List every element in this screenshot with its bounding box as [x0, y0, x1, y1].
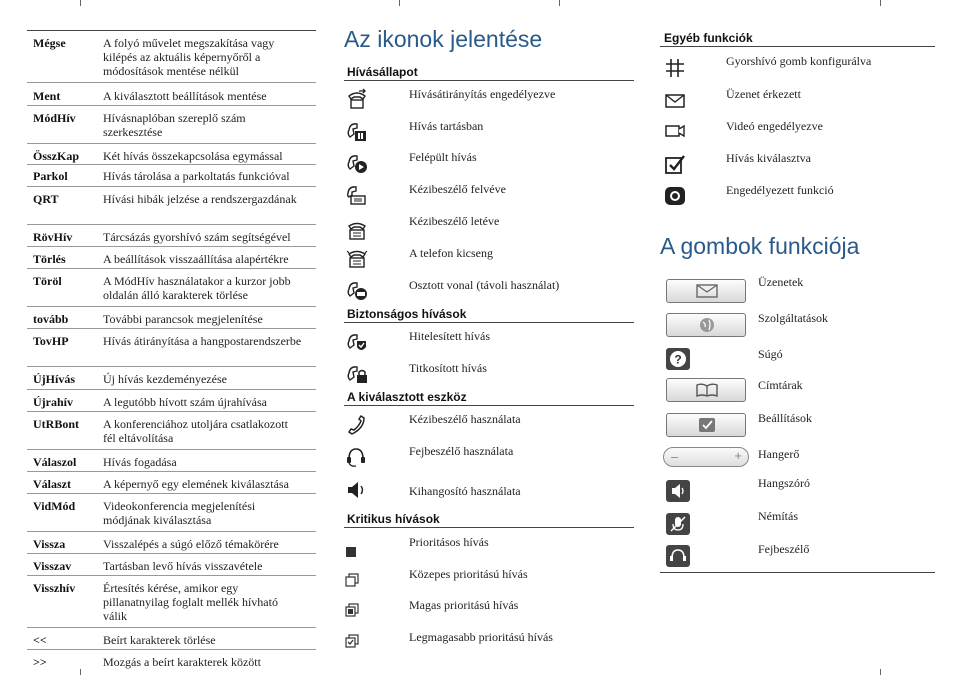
- handset-offhook-icon: [346, 184, 368, 206]
- button-label: Hangerő: [758, 447, 800, 461]
- row-divider: [27, 224, 316, 225]
- softkey-description: Visszalépés a súgó előző témakörére: [103, 537, 279, 551]
- softkey-description: Beírt karakterek törlése: [103, 633, 216, 647]
- softkey-name: Választ: [33, 477, 71, 491]
- mute-icon: [666, 513, 690, 535]
- help-button[interactable]: [666, 348, 690, 370]
- row-divider: [27, 627, 316, 628]
- device-heading: A kiválasztott eszköz: [347, 390, 467, 404]
- softkey-description: Értesítés kérése, amikor egy pillanatnyilag foglalt mellék hívható válik: [103, 581, 278, 623]
- row-divider: [27, 82, 316, 83]
- help-icon: [666, 348, 690, 370]
- feature-enabled-icon: [664, 185, 686, 207]
- softkey-description: A MódHív használatakor a kurzor jobb oldalán álló karakterek törlése: [103, 274, 291, 302]
- softkey-name: Parkol: [33, 169, 68, 183]
- call-state-label: A telefon kicseng: [409, 246, 493, 260]
- softkey-description: További parancsok megjelenítése: [103, 312, 263, 326]
- softkey-description: Hívás fogadása: [103, 455, 177, 469]
- device-label: Fejbeszélő használata: [409, 444, 514, 458]
- section-rule: [344, 527, 634, 528]
- speed-dial-icon: [664, 57, 686, 79]
- row-divider: [27, 328, 316, 329]
- call-forward-icon: [346, 88, 368, 110]
- call-state-label: Osztott vonal (távoli használat): [409, 278, 560, 292]
- row-divider: [27, 531, 316, 532]
- softkey-name: QRT: [33, 192, 59, 206]
- row-divider: [27, 164, 316, 165]
- call-hold-icon: [346, 120, 368, 142]
- mute-button[interactable]: [666, 513, 690, 535]
- softkey-name: Mégse: [33, 36, 66, 50]
- softkey-description: Két hívás összekapcsolása egymással: [103, 149, 283, 163]
- softkey-name: UtRBont: [33, 417, 80, 431]
- other-features-heading: Egyéb funkciók: [664, 31, 753, 45]
- security-heading: Biztonságos hívások: [347, 307, 467, 321]
- softkey-name: Vissza: [33, 537, 66, 551]
- speaker-button[interactable]: [666, 480, 690, 502]
- feature-label: Üzenet érkezett: [726, 87, 801, 101]
- row-divider: [27, 471, 316, 472]
- priority-label: Közepes prioritású hívás: [409, 567, 528, 581]
- section-bottom-rule: [660, 572, 935, 573]
- medium-priority-icon: [345, 573, 359, 587]
- softkey-description: Hívási hibák jelzése a rendszergazdának: [103, 192, 297, 206]
- softkey-description: A legutóbb hívott szám újrahívása: [103, 395, 267, 409]
- security-label: Titkosított hívás: [409, 361, 487, 375]
- handset-icon: [345, 414, 367, 436]
- messages-icon: [694, 282, 720, 300]
- softkey-name: ÚjHívás: [33, 372, 75, 386]
- table-top-rule: [27, 30, 316, 31]
- volume-down-icon: –: [671, 449, 679, 464]
- shared-line-icon: [346, 279, 368, 301]
- softkey-description: Mozgás a beírt karakterek között: [103, 655, 261, 669]
- priority-call-icon: [345, 546, 357, 558]
- softkey-name: ÖsszKap: [33, 149, 80, 163]
- crop-mark: [399, 0, 400, 6]
- settings-icon: [694, 416, 720, 434]
- row-divider: [27, 649, 316, 650]
- speakerphone-icon: [345, 479, 367, 501]
- feature-label: Engedélyezett funkció: [726, 183, 834, 197]
- button-label: Némítás: [758, 509, 798, 523]
- section-rule: [344, 80, 634, 81]
- row-divider: [27, 553, 316, 554]
- button-label: Címtárak: [758, 378, 803, 392]
- softkey-name: Újrahív: [33, 395, 73, 409]
- softkey-name: >>: [33, 655, 47, 669]
- row-divider: [27, 143, 316, 144]
- button-label: Hangszóró: [758, 476, 810, 490]
- button-label: Fejbeszélő: [758, 542, 810, 556]
- services-button[interactable]: [666, 313, 746, 337]
- directories-button[interactable]: [666, 378, 746, 402]
- call-state-heading: Hívásállapot: [347, 65, 418, 79]
- row-divider: [27, 306, 316, 307]
- buttons-section-title: A gombok funkciója: [660, 233, 860, 259]
- softkey-description: Tartásban levő hívás visszavétele: [103, 559, 263, 573]
- softkey-name: TovHP: [33, 334, 69, 348]
- messages-button[interactable]: [666, 279, 746, 303]
- softkey-name: <<: [33, 633, 47, 647]
- speaker-icon: [666, 480, 690, 502]
- authenticated-call-icon: [346, 331, 368, 353]
- volume-button[interactable]: [663, 447, 749, 467]
- priority-heading: Kritikus hívások: [347, 512, 440, 526]
- softkey-description: A folyó művelet megszakítása vagy kilépés az aktuális képernyőről a módosítások mentése nélkül: [103, 36, 275, 78]
- softkey-description: Hívásnaplóban szereplő szám szerkesztése: [103, 111, 246, 139]
- priority-label: Legmagasabb prioritású hívás: [409, 630, 553, 644]
- softkey-name: Törlés: [33, 252, 66, 266]
- softkey-name: Válaszol: [33, 455, 77, 469]
- softkey-description: Hívás átirányítása a hangpostarendszerbe: [103, 334, 302, 348]
- message-icon: [664, 90, 686, 112]
- feature-label: Gyorshívó gomb konfigurálva: [726, 54, 872, 68]
- directories-icon: [694, 381, 720, 399]
- softkey-name: RövHív: [33, 230, 73, 244]
- call-state-label: Kézibeszélő letéve: [409, 214, 500, 228]
- row-divider: [27, 366, 316, 367]
- crop-mark: [80, 669, 81, 675]
- row-divider: [27, 105, 316, 106]
- svg-text:?: ?: [674, 352, 682, 367]
- feature-label: Videó engedélyezve: [726, 119, 823, 133]
- headset-button[interactable]: [666, 545, 690, 567]
- crop-mark: [880, 0, 881, 6]
- call-state-label: Kézibeszélő felvéve: [409, 182, 506, 196]
- row-divider: [27, 449, 316, 450]
- device-label: Kézibeszélő használata: [409, 412, 521, 426]
- crop-mark: [559, 0, 560, 6]
- softkey-description: Videokonferencia megjelenítési módjának kiválasztása: [103, 499, 256, 527]
- row-divider: [27, 246, 316, 247]
- services-icon: [694, 316, 720, 334]
- softkey-name: Visszhív: [33, 581, 76, 595]
- high-priority-icon: [345, 603, 359, 617]
- section-rule: [344, 405, 634, 406]
- crop-mark: [80, 0, 81, 6]
- softkey-description: Hívás tárolása a parkoltatás funkcióval: [103, 169, 290, 183]
- softkey-description: Új hívás kezdeményezése: [103, 372, 227, 386]
- row-divider: [27, 186, 316, 187]
- row-divider: [27, 268, 316, 269]
- encrypted-call-icon: [346, 363, 368, 385]
- softkey-name: Ment: [33, 89, 61, 103]
- softkey-name: VidMód: [33, 499, 76, 513]
- video-icon: [664, 120, 686, 142]
- softkey-name: MódHív: [33, 111, 76, 125]
- softkey-description: A beállítások visszaállítása alapértékre: [103, 252, 289, 266]
- row-divider: [27, 389, 316, 390]
- headset-icon: [345, 446, 367, 468]
- button-label: Beállítások: [758, 411, 812, 425]
- call-state-label: Hívás tartásban: [409, 119, 484, 133]
- handset-onhook-icon: [346, 220, 368, 242]
- crop-mark: [880, 669, 881, 675]
- icons-section-title: Az ikonok jelentése: [344, 26, 543, 52]
- feature-label: Hívás kiválasztva: [726, 151, 811, 165]
- softkey-description: A konferenciához utoljára csatlakozott fél eltávolítása: [103, 417, 288, 445]
- row-divider: [27, 411, 316, 412]
- row-divider: [27, 493, 316, 494]
- softkey-name: Visszav: [33, 559, 72, 573]
- security-label: Hitelesített hívás: [409, 329, 490, 343]
- call-state-label: Felépült hívás: [409, 150, 477, 164]
- softkey-name: Töröl: [33, 274, 62, 288]
- button-label: Szolgáltatások: [758, 311, 828, 325]
- priority-label: Magas prioritású hívás: [409, 598, 519, 612]
- button-label: Üzenetek: [758, 275, 804, 289]
- row-divider: [27, 575, 316, 576]
- highest-priority-icon: [345, 634, 359, 648]
- priority-label: Prioritásos hívás: [409, 535, 489, 549]
- call-state-label: Hívásátirányítás engedélyezve: [409, 87, 556, 101]
- section-rule: [344, 322, 634, 323]
- softkey-name: tovább: [33, 312, 69, 326]
- button-label: Súgó: [758, 347, 783, 361]
- softkey-description: A kiválasztott beállítások mentése: [103, 89, 267, 103]
- connected-call-icon: [346, 152, 368, 174]
- call-selected-icon: [664, 153, 686, 175]
- settings-button[interactable]: [666, 413, 746, 437]
- headset-button-icon: [666, 545, 690, 567]
- phone-ringing-icon: [346, 248, 368, 270]
- softkey-description: Tárcsázás gyorshívó szám segítségével: [103, 230, 291, 244]
- softkey-description: A képernyő egy elemének kiválasztása: [103, 477, 289, 491]
- volume-up-icon: +: [734, 448, 742, 463]
- section-rule: [660, 46, 935, 47]
- device-label: Kihangosító használata: [409, 484, 521, 498]
